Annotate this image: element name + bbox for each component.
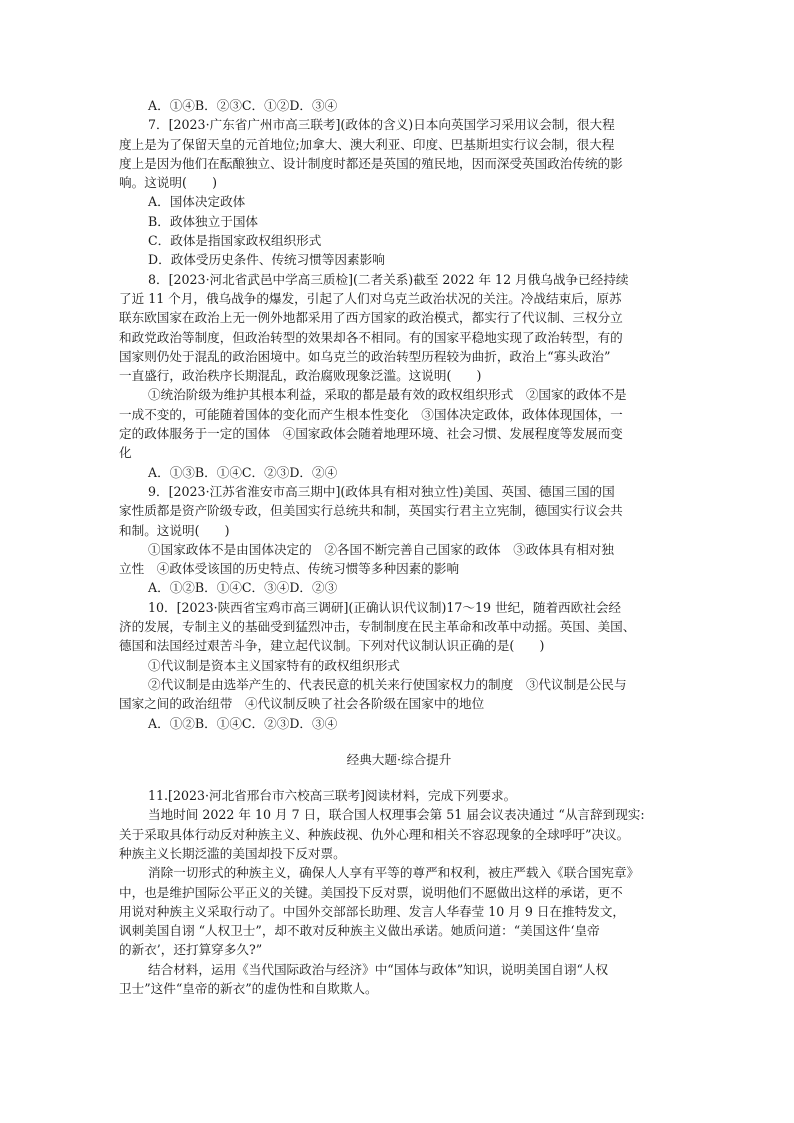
q10-line: 济的发展，专制主义的基础受到猛烈冲击，专制制度在民主革命和改革中动摇。英国、美国、	[119, 619, 636, 635]
q7-option-b: B．政体独立于国体	[148, 213, 259, 229]
q7-line: 度上是为了保留天皇的元首地位;加拿大、澳大利亚、印度、巴基斯坦实行议会制，很大程	[119, 136, 615, 152]
q11-para2-line: 讽刺美国自诩 “人权卫士”，却不敢对反种族主义做出承诺。她质问道：“美国这件‘皇帝	[119, 923, 600, 939]
section-title: 经典大题·综合提升	[346, 751, 452, 767]
question-8	[119, 270, 679, 482]
q11-para3-line: 卫士”这件“皇帝的新衣”的虚伪性和自欺欺人。	[119, 981, 378, 997]
q10-line: 10．[2023·陕西省宝鸡市高三调研](正确认识代议制)17～19 世纪，随着西欧社会经	[148, 599, 622, 615]
q8-statement: 定的政体服务于一定的国体 ④国家政体会随着地理环境、社会习惯、发展程度等发展而变	[119, 426, 623, 442]
q9-line: 和制。这说明( )	[119, 522, 230, 538]
q8-line: 国家则仍处于混乱的政治困境中。如乌克兰的政治转型历程较为曲折，政治上“寡头政治”	[119, 348, 611, 364]
q7-line: 度上是因为他们在酝酿独立、设计制度时都还是英国的殖民地，因而深受英国政治传统的影	[119, 155, 623, 171]
q9-statement: ①国家政体不是由国体决定的 ②各国不断完善自己国家的政体 ③政体具有相对独	[148, 541, 614, 557]
q8-line: 一直盛行，政治秩序长期混乱，政治腐败现象泛滥。这说明( )	[119, 368, 482, 384]
q7-option-a: A．国体决定政体	[148, 194, 246, 210]
q10-line: 德国和法国经过艰苦斗争，建立起代议制。下列对代议制认识正确的是( )	[119, 638, 545, 654]
q8-options: A．①③B．①④C．②③D．②④	[148, 464, 338, 480]
q9-statement: 立性 ④政体受该国的历史特点、传统习惯等多种因素的影响	[119, 561, 460, 577]
question-10	[119, 598, 679, 733]
q11-para1-line: 种族主义长期泛滥的美国却投下反对票。	[119, 845, 346, 861]
q11-para1-line: 当地时间 2022 年 10 月 7 日，联合国人权理事会第 51 届会议表决通过 “从言辞到现实:	[148, 807, 645, 823]
q11-para2-line: 用说对种族主义采取行动了。中国外交部部长助理、发言人华春莹 10 月 9 日在推特发文，	[119, 903, 626, 919]
q10-statement: ②代议制是由选举产生的、代表民意的机关来行使国家权力的制度 ③代议制是公民与	[148, 676, 627, 692]
q11-para3-line: 结合材料，运用《当代国际政治与经济》中“国体与政体”知识，说明美国自诩“人权	[148, 961, 609, 977]
q9-options: A．①②B．①④C．③④D．②③	[148, 580, 338, 596]
q6-options: A．①④B．②③C．①②D．③④	[148, 98, 338, 113]
q11-para1-line: 关于采取具体行动反对种族主义、种族歧视、仇外心理和相关不容忍现象的全球呼吁”决议。	[119, 826, 630, 842]
question-7	[119, 115, 679, 269]
q11-para2-line: 消除一切形式的种族主义，确保人人享有平等的尊严和权利，被庄严载入《联合国宪章》	[148, 865, 640, 881]
q9-line: 家性质都是资产阶级专政，但美国实行总统共和制，英国实行君主立宪制，德国实行议会共	[119, 503, 623, 519]
q7-option-d: D．政体受历史条件、传统习惯等因素影响	[148, 252, 385, 268]
document-content	[119, 96, 679, 998]
q11-para2-line: 的新衣’，还打算穿多久?”	[119, 942, 263, 958]
q7-line: 响。这说明( )	[119, 175, 217, 191]
q10-statement: ①代议制是资本主义国家特有的政权组织形式	[148, 657, 400, 673]
q7-option-c: C．政体是指国家政权组织形式	[148, 233, 322, 249]
q8-statement: 化	[119, 445, 132, 461]
q11-para2-line: 中，也是维护国际公平正义的关键。美国投下反对票，说明他们不愿做出这样的承诺，更不	[119, 884, 623, 900]
q8-line: 联东欧国家在政治上无一例外地都采用了西方国家的政治模式，都实行了代议制、三权分立	[119, 310, 623, 326]
q8-line: 了近 11 个月，俄乌战争的爆发，引起了人们对乌克兰政治状况的关注。冷战结束后，原苏	[119, 290, 622, 306]
q10-statement: 国家之间的政治纽带 ④代议制反映了社会各阶级在国家中的地位	[119, 696, 485, 712]
q8-statement: 一成不变的，可能随着国体的变化而产生根本性变化 ③国体决定政体，政体体现国体，一	[119, 406, 623, 422]
question-11	[119, 786, 679, 998]
q11-intro: 11.[2023·河北省邢台市六校高三联考]阅读材料，完成下列要求。	[148, 788, 517, 804]
q8-statement: ①统治阶级为维护其根本利益，采取的都是最有效的政权组织形式 ②国家的政体不是	[148, 387, 627, 403]
question-9	[119, 482, 679, 598]
q8-line: 和政党政治等制度，但政治转型的效果却各不相同。有的国家平稳地实现了政治转型，有的	[119, 329, 623, 345]
q10-options: A．①②B．①④C．②③D．③④	[148, 715, 338, 731]
q8-line: 8．[2023·河北省武邑中学高三质检](二者关系)截至 2022 年 12 月俄乌战争已经持续	[148, 271, 629, 287]
q7-line: 7．[2023·广东省广州市高三联考](政体的含义)日本向英国学习采用议会制，很大程	[148, 117, 615, 133]
q9-line: 9．[2023·江苏省淮安市高三期中](政体具有相对独立性)美国、英国、德国三国的国	[148, 483, 615, 499]
